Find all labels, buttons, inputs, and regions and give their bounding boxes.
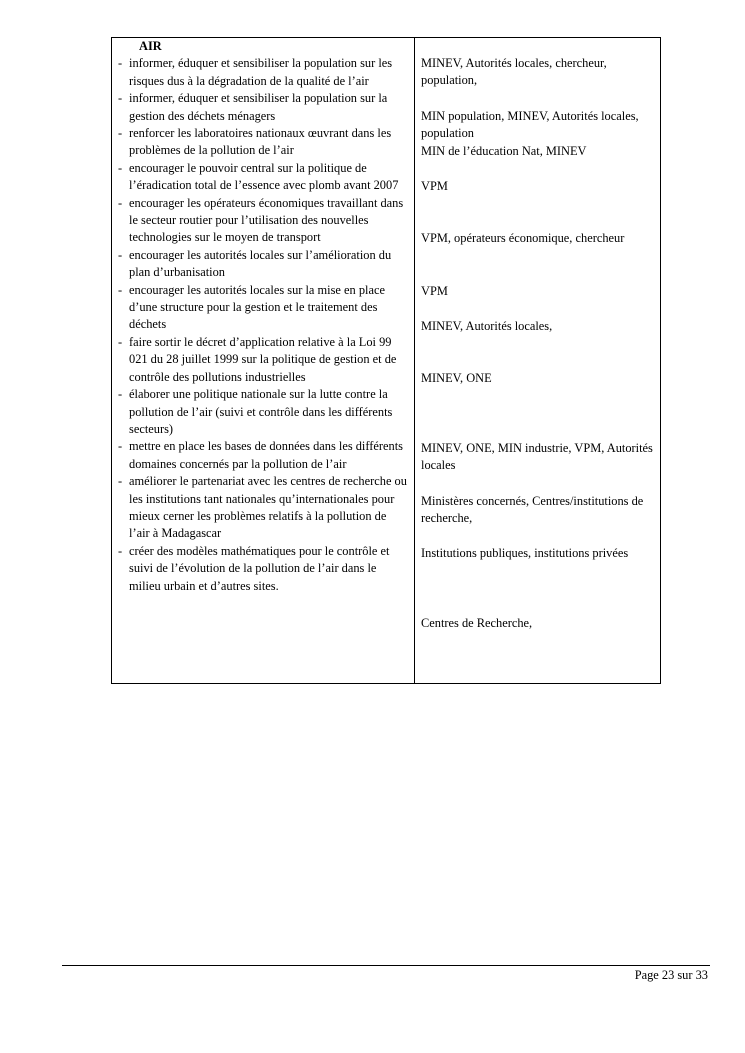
- actors-text: MINEV, Autorités locales,: [421, 319, 553, 333]
- actors-text: MINEV, Autorités locales, chercheur, population,: [421, 56, 607, 88]
- page-number: Page 23 sur 33: [634, 968, 708, 982]
- actors-text: VPM: [421, 179, 448, 193]
- action-text: faire sortir le décret d’application relative à la Loi 99 021 du 28 juillet 1999 sur la politique de gestion et de contrôle des pollutions industrielles: [129, 334, 397, 384]
- action-item: - créer des modèles mathématiques pour le contrôle et suivi de l’évolution de la pollution de l’air dans le milieu urbain et d’autres sites.: [118, 543, 390, 593]
- section-heading: AIR: [139, 39, 162, 53]
- action-item: - élaborer une politique nationale sur la lutte contre la pollution de l’air (suivi et contrôle dans les différents secteurs): [118, 387, 393, 436]
- actors-text: VPM: [421, 284, 448, 298]
- action-item: - mettre en place les bases de données dans les différents domaines concernés par la pollution de l’air: [118, 439, 403, 471]
- action-item: - améliorer le partenariat avec les centres de recherche ou les institutions tant nationales qu’internationales pour mieux cerner les problèmes relatifs à la pollution de l’air à Madagascar: [118, 474, 407, 541]
- action-item: - encourager les autorités locales sur l’amélioration du plan d’urbanisation: [118, 247, 392, 280]
- actors-text: MIN population, MINEV, Autorités locales, population: [421, 109, 639, 141]
- action-item: - encourager les opérateurs économiques travaillant dans le secteur routier pour l’utilisation des nouvelles technologies sur le moyen de transport: [118, 195, 404, 245]
- actors-text: Centres de Recherche,: [421, 616, 533, 630]
- action-table: [111, 37, 661, 684]
- action-text: encourager les autorités locales sur l’amélioration du plan d’urbanisation: [129, 247, 392, 280]
- action-text: encourager les autorités locales sur la mise en place d’une structure pour la gestion et le traitement des déchets: [129, 282, 385, 332]
- action-item: - informer, éduquer et sensibiliser la population sur la gestion des déchets ménagers: [118, 91, 388, 123]
- actors-text: Institutions publiques, institutions privées: [421, 546, 629, 560]
- actors-text: MIN de l’éducation Nat, MINEV: [421, 144, 587, 158]
- action-item: - renforcer les laboratoires nationaux œuvrant dans les problèmes de la pollution de l’air: [118, 126, 392, 158]
- action-text: informer, éduquer et sensibiliser la population sur les risques dus à la dégradation de la qualité de l’air: [129, 56, 393, 88]
- action-text: élaborer une politique nationale sur la lutte contre la pollution de l’air (suivi et contrôle dans les différents secteurs): [129, 387, 393, 436]
- footer-rule: [62, 965, 710, 966]
- action-text: encourager le pouvoir central sur la politique de l’éradication total de l’essence avec plomb avant 2007: [129, 160, 399, 193]
- column-divider: [414, 38, 415, 683]
- actors-text: MINEV, ONE: [421, 371, 492, 385]
- action-item: - informer, éduquer et sensibiliser la population sur les risques dus à la dégradation de la qualité de l’air: [118, 56, 393, 88]
- actors-text: VPM, opérateurs économique, chercheur: [421, 231, 625, 245]
- action-text: améliorer le partenariat avec les centres de recherche ou les institutions tant nationales qu’internationales pour mieux cerner les problèmes relatifs à la pollution de l’air à Madagascar: [129, 474, 407, 541]
- actors-text: Ministères concernés, Centres/institutions de recherche,: [421, 494, 644, 526]
- action-text: renforcer les laboratoires nationaux œuvrant dans les problèmes de la pollution de l’air: [129, 126, 392, 158]
- action-item: - encourager les autorités locales sur la mise en place d’une structure pour la gestion et le traitement des déchets: [118, 282, 385, 332]
- action-text: encourager les opérateurs économiques travaillant dans le secteur routier pour l’utilisation des nouvelles technologies sur le moyen de transport: [129, 195, 404, 245]
- action-item: - faire sortir le décret d’application relative à la Loi 99 021 du 28 juillet 1999 sur la politique de gestion et de contrôle des pollutions industrielles: [118, 334, 397, 384]
- action-item: - encourager le pouvoir central sur la politique de l’éradication total de l’essence avec plomb avant 2007: [118, 160, 399, 193]
- actors-text: MINEV, ONE, MIN industrie, VPM, Autorités locales: [421, 441, 653, 473]
- actions-column: [116, 38, 410, 595]
- action-text: mettre en place les bases de données dans les différents domaines concernés par la pollution de l’air: [129, 439, 403, 471]
- action-text: informer, éduquer et sensibiliser la population sur la gestion des déchets ménagers: [129, 91, 388, 123]
- action-text: créer des modèles mathématiques pour le contrôle et suivi de l’évolution de la pollution de l’air dans le milieu urbain et d’autres sites.: [129, 543, 390, 593]
